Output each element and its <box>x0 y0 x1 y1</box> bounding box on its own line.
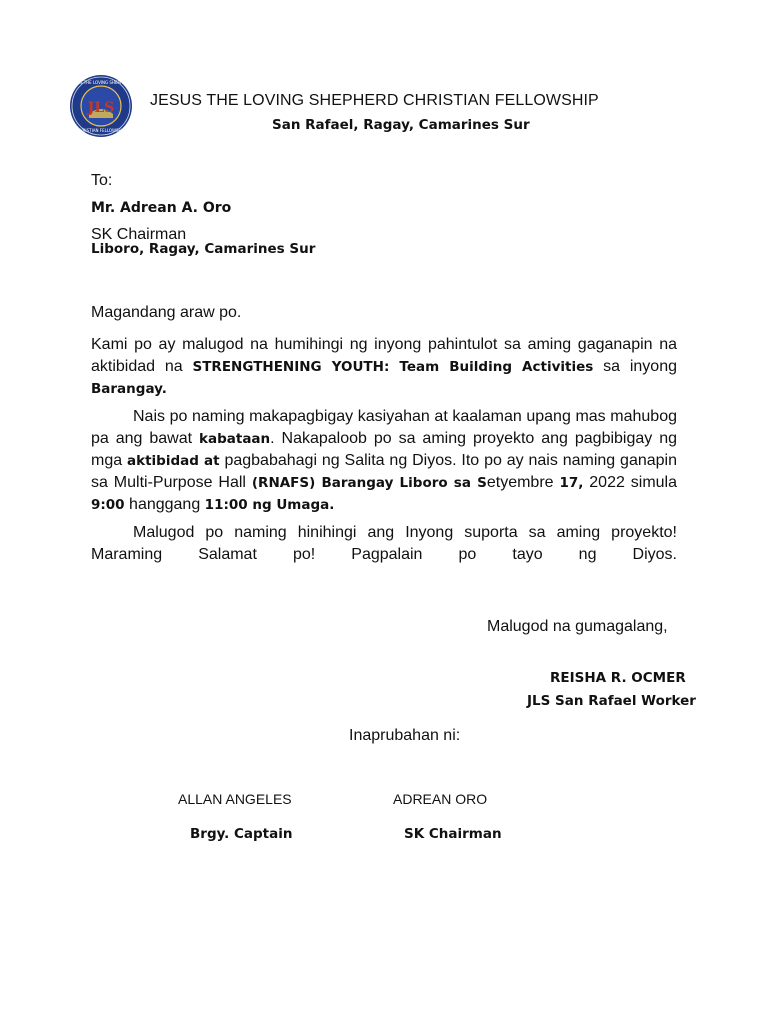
signer-name: REISHA R. OCMER <box>550 670 686 686</box>
recipient-name: Mr. Adrean A. Oro <box>91 200 232 216</box>
to-label: To: <box>91 172 113 189</box>
greeting: Magandang araw po. <box>91 304 242 321</box>
approver-name-sk-chairman: ADREAN ORO <box>393 791 488 807</box>
organization-address: San Rafael, Ragay, Camarines Sur <box>272 117 530 133</box>
approver-role-sk-chairman: SK Chairman <box>404 826 502 842</box>
svg-text:JESUS THE LOVING SHEPHERD: JESUS THE LOVING SHEPHERD <box>70 80 132 85</box>
recipient-address: Liboro, Ragay, Camarines Sur <box>91 241 316 257</box>
organization-name: JESUS THE LOVING SHEPHERD CHRISTIAN FELLOWSHIP <box>150 92 599 109</box>
approval-label: Inaprubahan ni: <box>349 727 461 744</box>
body-paragraph-3: Malugod po naming hinihingi ang Inyong suporta sa aming proyekto! Maraming Salamat po! Pagpalain po tayo ng Diyos. <box>91 524 677 563</box>
logo-letters: JLS <box>87 100 115 116</box>
approver-name-captain: ALLAN ANGELES <box>178 791 292 807</box>
signer-role: JLS San Rafael Worker <box>527 693 696 709</box>
body-paragraph-1: Kami po ay malugod na humihingi ng inyong pahintulot sa aming gaganapin na aktibidad na STRENGTHENING YOUTH: Team Building Activities sa inyong Barangay. <box>91 336 677 397</box>
valediction: Malugod na gumagalang, <box>487 618 668 635</box>
organization-logo <box>69 74 133 138</box>
body-paragraph-2: Nais po naming makapagbigay kasiyahan at kaalaman upang mas mahubog pa ang bawat kabataan. Nakapaloob po sa aming proyekto ang pagbibigay ng mga aktibidad at pagbabahagi ng Salita ng Diyos. Ito po ay nais naming ganapin sa Multi-Purpose Hall (RNAFS) Barangay Liboro sa Setyembre 17, 2022 simula 9:00 hanggang 11:00 ng Umaga. <box>91 408 678 513</box>
approver-role-captain: Brgy. Captain <box>190 826 293 842</box>
recipient-title: SK Chairman <box>91 226 187 243</box>
svg-text:CHRISTIAN FELLOWSHIP: CHRISTIAN FELLOWSHIP <box>76 128 126 133</box>
